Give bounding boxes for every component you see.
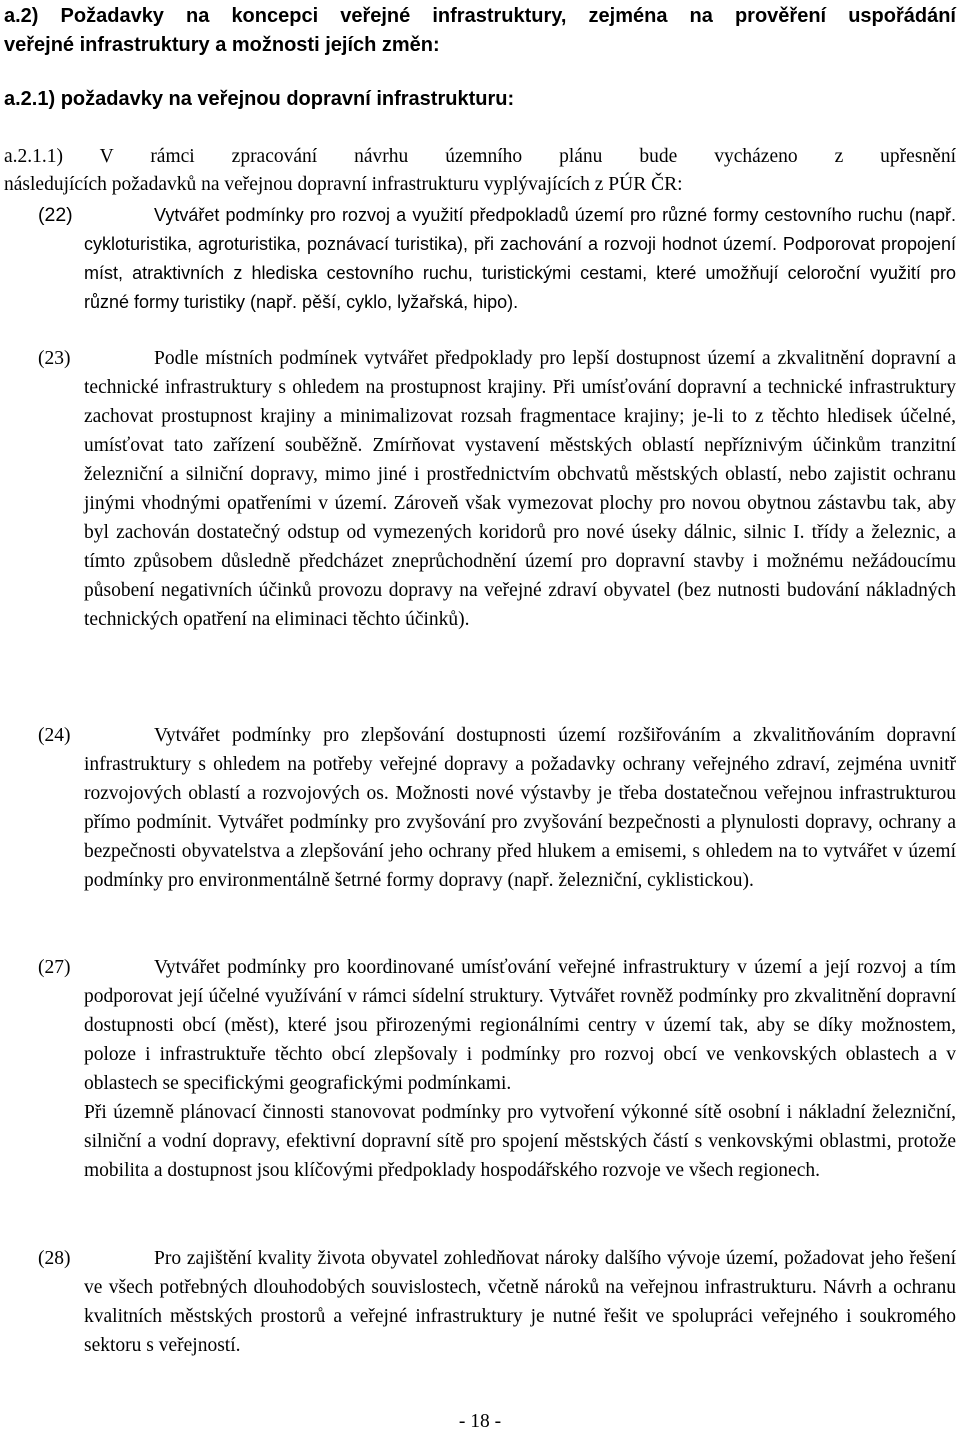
item-body (84, 344, 956, 634)
item-paragraph: Vytvářet podmínky pro rozvoj a využití předpokladů území pro různé formy cestovního ruchu (např. cykloturistika, agroturistika, poznávací turistika), při zachování a rozvoji hodnot území. Podporovat propojení míst, atraktivních z hlediska cestovního ruchu, turistickými cestami, které umožňují celoroční využití pro různé formy turistiky (např. pěší, cyklo, lyžařská, hipo). (84, 205, 956, 312)
section-heading-line-1: a.2) Požadavky na koncepci veřejné infrastruktury, zejména na prověření uspořádání (4, 5, 956, 27)
item-number: (24) (38, 725, 71, 746)
item-body (84, 1244, 956, 1360)
item-body (84, 721, 956, 895)
item-body (84, 201, 956, 317)
section-heading (4, 2, 956, 60)
intro-line-1: a.2.1.1) V rámci zpracování návrhu územního plánu bude vycházeno z upřesnění (4, 146, 956, 167)
item-number: (23) (38, 348, 71, 369)
intro-line-2: následujících požadavků na veřejnou dopravní infrastrukturu vyplývajících z PÚR ČR: (4, 174, 683, 195)
item-paragraph: Při územně plánovací činnosti stanovovat podmínky pro vytvoření výkonné sítě osobní i nákladní železniční, silniční a vodní dopravy, efektivní dopravní sítě pro spojení městských částí s venkovskými oblastmi, protože mobilita a dostupnost jsou klíčovými předpoklady hospodářského rozvoje ve všech regionech. (84, 1102, 956, 1181)
list-item-24 (4, 721, 956, 895)
subsection-heading: a.2.1) požadavky na veřejnou dopravní infrastrukturu: (4, 88, 515, 110)
list-item-27 (4, 953, 956, 1185)
list-item-23 (4, 344, 956, 634)
item-paragraph: Vytvářet podmínky pro zlepšování dostupnosti území rozšiřováním a zkvalitňováním dopravní infrastruktury s ohledem na potřeby veřejné dopravy a požadavky ochrany veřejného zdraví, zejména uvnitř rozvojových oblastí a rozvojových os. Možnosti nové výstavby je třeba dostatečnou veřejnou infrastrukturou přímo podmínit. Vytvářet podmínky pro zvyšování pro zvyšování bezpečnosti a plynulosti dopravy, ochrany a bezpečnosti obyvatelstva a zlepšování jeho ochrany před hlukem a emisemi, s ohledem na to vytvářet v území podmínky pro environmentálně šetrné formy dopravy (např. železniční, cyklistickou). (84, 725, 956, 891)
item-number: (28) (38, 1248, 71, 1269)
section-heading-line-2: veřejné infrastruktury a možnosti jejích změn: (4, 34, 440, 56)
page-number: - 18 - (458, 1411, 502, 1432)
item-paragraph: Podle místních podmínek vytvářet předpoklady pro lepší dostupnost území a zkvalitnění dopravní a technické infrastruktury s ohledem na prostupnost krajiny. Při umísťování dopravní a technické infrastruktury zachovat prostupnost krajiny a minimalizovat rozsah fragmentace krajiny; je-li to z těchto hledisek účelné, umísťovat tato zařízení souběžně. Zmírňovat vystavení městských oblastí nepříznivým účinkům tranzitní železniční a silniční dopravy, mimo jiné i prostřednictvím obchvatů městských oblastí, nebo zajistit ochranu jinými vhodnými opatřeními v území. Zároveň však vymezovat plochy pro novou obytnou zástavbu tak, aby byl zachován dostatečný odstup od vymezených koridorů pro nové úseky dálnic, silnic I. třídy a železnic, a tímto způsobem důsledně předcházet zneprůchodnění území pro dopravní stavby i možnému nežádoucímu působení negativních účinků provozu dopravy na veřejné zdraví obyvatel (bez nutnosti budování nákladných technických opatření na eliminaci těchto účinků). (84, 348, 956, 630)
list-item-28 (4, 1244, 956, 1360)
item-body (84, 953, 956, 1185)
item-paragraph: Vytvářet podmínky pro koordinované umísťování veřejné infrastruktury v území a její rozvoj a tím podporovat její účelné využívání v rámci sídelní struktury. Vytvářet rovněž podmínky pro zkvalitnění dopravní dostupnosti obcí (měst), které jsou přirozenými regionálními centry v území tak, aby se díky možnostem, poloze i infrastruktuře těchto obcí zlepšovaly i podmínky pro rozvoj obcí ve venkovských oblastech a v oblastech se specifickými geografickými podmínkami. (84, 957, 956, 1094)
item-number: (27) (38, 957, 71, 978)
intro-paragraph (4, 143, 956, 199)
list-item-22 (4, 201, 956, 317)
item-paragraph: Pro zajištění kvality života obyvatel zohledňovat nároky dalšího vývoje území, požadovat jeho řešení ve všech potřebných dlouhodobých souvislostech, včetně nároků na veřejnou infrastrukturu. Návrh a ochranu kvalitních městských prostorů a veřejné infrastruktury je nutné řešit ve spolupráci veřejného i soukromého sektoru s veřejností. (84, 1248, 956, 1356)
item-number: (22) (38, 204, 73, 226)
